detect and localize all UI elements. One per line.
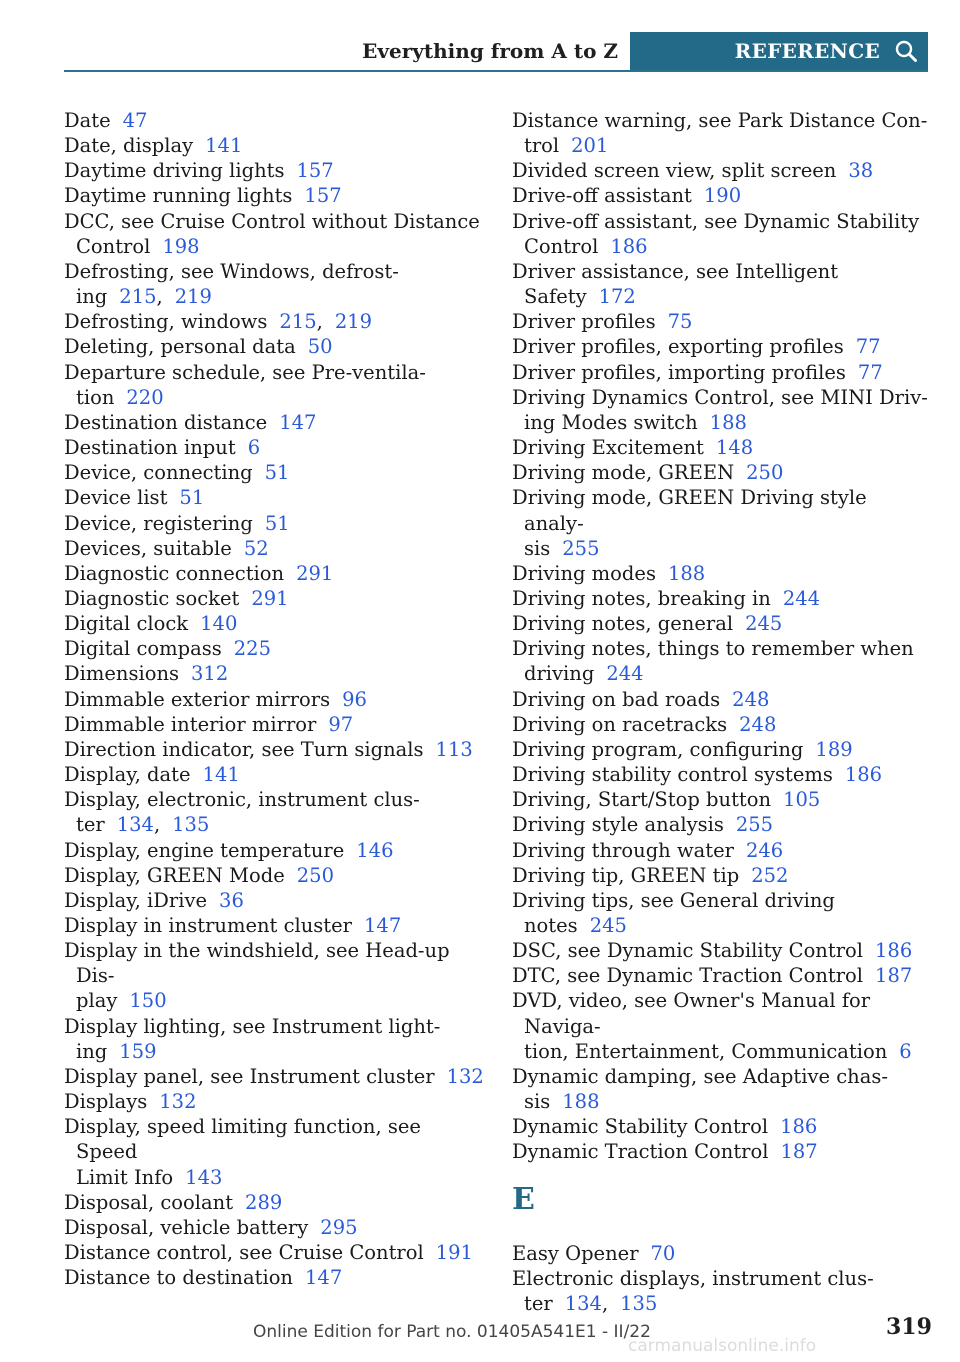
index-term: Control: [524, 234, 599, 258]
index-entry: [512, 636, 932, 686]
index-entry: [512, 209, 932, 259]
index-term: Driving on racetracks: [512, 712, 728, 736]
index-term: Driving style analysis: [512, 813, 724, 837]
page-reference-link[interactable]: 52: [243, 536, 269, 560]
page-reference-link[interactable]: 135: [620, 1291, 658, 1315]
index-term: Defrosting, windows: [64, 310, 268, 334]
page-reference-link[interactable]: 312: [191, 662, 229, 686]
page-reference-link[interactable]: 159: [119, 1039, 157, 1063]
page-reference-link[interactable]: 172: [598, 285, 636, 309]
index-entry: [512, 183, 932, 208]
index-term: Digital compass: [64, 637, 222, 661]
page-ref-separator: ,: [153, 813, 161, 837]
index-term: Dynamic Traction Control: [512, 1140, 769, 1164]
page-reference-link[interactable]: 134: [116, 813, 154, 837]
page-reference-link[interactable]: 132: [446, 1064, 484, 1088]
page-reference-link[interactable]: 77: [855, 335, 881, 359]
page-reference-link[interactable]: 51: [264, 461, 290, 485]
index-entry: [64, 561, 484, 586]
index-term: Destination distance: [64, 410, 268, 434]
page-reference-link[interactable]: 244: [782, 586, 821, 610]
index-term: Digital clock: [64, 612, 189, 636]
index-term: Drive-off assistant, see Dynamic Stability: [512, 209, 920, 233]
index-term: Diagnostic socket: [64, 586, 240, 610]
index-entry: [64, 360, 484, 410]
page-reference-link[interactable]: 47: [122, 109, 148, 132]
page-reference-link[interactable]: 250: [746, 461, 784, 485]
index-term: ter: [76, 813, 105, 837]
index-term: Driving modes: [512, 561, 656, 585]
index-term: Divided screen view, split screen: [512, 159, 837, 183]
index-term: Dynamic Stability Control: [512, 1115, 769, 1139]
page-reference-link[interactable]: 77: [857, 360, 883, 384]
index-term: Diagnostic connection: [64, 561, 285, 585]
index-term: tion: [76, 385, 115, 409]
index-term: Direction indicator, see Turn signals: [64, 737, 424, 761]
reference-tab[interactable]: [630, 32, 928, 70]
page-reference-link[interactable]: 186: [875, 939, 913, 963]
page-reference-link[interactable]: 248: [739, 712, 777, 736]
reference-tab-label: REFERENCE: [734, 39, 880, 63]
index-term: Limit Info: [76, 1165, 174, 1189]
index-entry: [64, 1265, 484, 1290]
index-entry: [512, 108, 932, 158]
index-term: Driver profiles, exporting profiles: [512, 335, 844, 359]
index-term: Deleting, personal data: [64, 335, 296, 359]
page-reference-link[interactable]: 291: [296, 561, 334, 585]
index-term: Dimensions: [64, 662, 180, 686]
index-term: Display, date: [64, 763, 191, 787]
index-entry: [512, 963, 932, 988]
page-reference-link[interactable]: 147: [364, 914, 402, 937]
page-reference-link[interactable]: 105: [783, 788, 821, 812]
index-entry: [512, 611, 932, 636]
index-term: Departure schedule, see Pre-ventila-: [64, 360, 426, 384]
index-term: Distance to destination: [64, 1266, 293, 1290]
page-reference-link[interactable]: 6: [899, 1039, 912, 1063]
index-entry: [64, 460, 484, 485]
index-term: Display lighting, see Instrument light-: [64, 1014, 441, 1038]
index-entry: [512, 737, 932, 762]
index-term: DCC, see Cruise Control without Distance: [64, 209, 480, 233]
index-entry: [512, 1114, 932, 1139]
page-reference-link[interactable]: 250: [296, 863, 334, 887]
index-entry: [512, 812, 932, 837]
page-reference-link[interactable]: 189: [815, 737, 853, 761]
index-entry: [64, 762, 484, 787]
index-term: Display, iDrive: [64, 888, 208, 912]
index-entry: [64, 1064, 484, 1089]
page-reference-link[interactable]: 245: [745, 612, 783, 636]
index-term: Daytime running lights: [64, 184, 293, 208]
page-number: 319: [886, 1314, 932, 1340]
index-term: Disposal, coolant: [64, 1190, 234, 1214]
index-entry: [64, 636, 484, 661]
index-entry: [512, 435, 932, 460]
index-term: Driving notes, breaking in: [512, 586, 771, 610]
index-term: Distance warning, see Park Distance Con-: [512, 109, 928, 132]
index-term: DVD, video, see Owner's Manual for Naviga-: [512, 989, 871, 1038]
index-term: Device, connecting: [64, 461, 253, 485]
index-term: Driving mode, GREEN: [512, 461, 735, 485]
index-term: Driving Excitement: [512, 436, 704, 460]
page-header: [64, 32, 928, 72]
index-term: ing: [76, 1039, 108, 1063]
index-term: Display, electronic, instrument clus-: [64, 788, 420, 812]
index-entry: [64, 661, 484, 686]
page-reference-link[interactable]: 255: [735, 813, 774, 837]
index-entry: [512, 485, 932, 560]
page-reference-link[interactable]: 198: [162, 234, 200, 258]
index-entry: [64, 1114, 484, 1189]
page-reference-link[interactable]: 51: [179, 486, 205, 510]
index-term: Device, registering: [64, 511, 253, 535]
index-entry: [512, 259, 932, 309]
index-term: driving: [524, 662, 595, 686]
index-term: Display, speed limiting function, see Speed: [64, 1115, 421, 1164]
index-term: Driving Dynamics Control, see MINI Driv-: [512, 385, 928, 409]
page-reference-link[interactable]: 186: [610, 234, 648, 258]
index-entry: [64, 913, 484, 938]
index-term: Distance control, see Cruise Control: [64, 1241, 424, 1265]
page-reference-link[interactable]: 146: [356, 838, 394, 862]
page-reference-link[interactable]: 225: [233, 637, 271, 661]
index-entry: [512, 712, 932, 737]
page-reference-link[interactable]: 75: [667, 310, 693, 334]
index-entry: [512, 1241, 932, 1266]
index-term: Electronic displays, instrument clus-: [512, 1266, 874, 1290]
index-term: Driving program, configuring: [512, 737, 804, 761]
index-term: Drive-off assistant: [512, 184, 692, 208]
index-entry: [64, 1215, 484, 1240]
index-term: Dimmable interior mirror: [64, 712, 317, 736]
index-term: play: [76, 989, 118, 1013]
page-reference-link[interactable]: 70: [650, 1241, 676, 1265]
index-term: Display panel, see Instrument cluster: [64, 1064, 435, 1088]
page-reference-link[interactable]: 141: [202, 763, 240, 787]
index-entry: [512, 586, 932, 611]
page-reference-link[interactable]: 157: [304, 184, 342, 208]
page-reference-link[interactable]: 134: [564, 1291, 602, 1315]
index-entry: [64, 586, 484, 611]
index-term: Display in instrument cluster: [64, 914, 352, 937]
index-term: Destination input: [64, 436, 236, 460]
index-term: Daytime driving lights: [64, 159, 285, 183]
page-reference-link[interactable]: 50: [307, 335, 333, 359]
page-reference-link[interactable]: 188: [562, 1090, 600, 1114]
index-term: Date, display: [64, 134, 194, 158]
page-reference-link[interactable]: 201: [571, 134, 609, 158]
index-term: Displays: [64, 1090, 148, 1114]
page-reference-link[interactable]: 140: [200, 612, 238, 636]
page-ref-separator: ,: [601, 1291, 609, 1315]
page-reference-link[interactable]: 51: [264, 511, 290, 535]
page-reference-link[interactable]: 188: [667, 561, 706, 585]
index-entry: [64, 687, 484, 712]
index-entry: [512, 787, 932, 812]
search-icon[interactable]: [894, 39, 918, 63]
page-reference-link[interactable]: 6: [247, 436, 261, 460]
index-entry: [512, 938, 932, 963]
index-term: ing Modes switch: [524, 410, 698, 434]
index-entry: [64, 1240, 484, 1265]
page-reference-link[interactable]: 220: [126, 385, 164, 409]
index-term: Driving notes, things to remember when: [512, 637, 914, 661]
index-entry: [512, 888, 932, 938]
index-term: ter: [524, 1291, 553, 1315]
index-entry: [64, 334, 484, 359]
page-reference-link[interactable]: 113: [435, 737, 473, 761]
index-entry: [64, 309, 484, 334]
index-term: Driving notes, general: [512, 612, 734, 636]
index-column-left: [64, 108, 484, 1290]
page-reference-link[interactable]: 219: [334, 310, 373, 334]
page-reference-link[interactable]: 215: [119, 285, 157, 309]
index-entry: [64, 410, 484, 435]
index-term: Defrosting, see Windows, defrost-: [64, 259, 399, 283]
index-entry: [512, 385, 932, 435]
index-entry: [64, 611, 484, 636]
index-term: Disposal, vehicle battery: [64, 1215, 309, 1239]
page-reference-link[interactable]: 148: [715, 436, 754, 460]
index-term: Driving tips, see General driving: [512, 888, 835, 912]
index-entry: [512, 762, 932, 787]
page-reference-link[interactable]: 190: [703, 184, 742, 208]
index-term: DTC, see Dynamic Traction Control: [512, 964, 864, 988]
index-entry: [512, 334, 932, 359]
index-term: Driver assistance, see Intelligent: [512, 259, 839, 283]
page-ref-separator: ,: [316, 310, 323, 334]
index-term: sis: [524, 536, 551, 560]
page-reference-link[interactable]: 38: [848, 159, 874, 183]
index-term: Device list: [64, 486, 168, 510]
index-term: Dynamic damping, see Adaptive chas-: [512, 1064, 888, 1088]
index-term: Safety: [524, 285, 587, 309]
index-entry: [64, 511, 484, 536]
index-entry: [512, 863, 932, 888]
page-reference-link[interactable]: 132: [159, 1090, 197, 1114]
index-column-right: [512, 108, 932, 1316]
index-entry: [512, 360, 932, 385]
index-entry: [512, 561, 932, 586]
index-term: Display in the windshield, see Head-up Dis-: [64, 939, 450, 988]
index-entry: [512, 1139, 932, 1164]
page-reference-link[interactable]: 252: [751, 863, 789, 887]
index-term: Driving on bad roads: [512, 687, 721, 711]
index-entry: [512, 988, 932, 1063]
index-term: Driving through water: [512, 838, 734, 862]
index-term: Driving mode, GREEN Driving style analy-: [512, 486, 867, 535]
index-term: Driving, Start/Stop button: [512, 788, 772, 812]
page-reference-link[interactable]: 143: [185, 1165, 223, 1189]
index-entry: [512, 158, 932, 183]
page-reference-link[interactable]: 191: [435, 1241, 473, 1265]
index-term: Control: [76, 234, 151, 258]
index-entry: [64, 787, 484, 837]
index-entry: [64, 158, 484, 183]
index-term: Driver profiles: [512, 310, 656, 334]
index-entry: [512, 838, 932, 863]
index-term: Driving stability control systems: [512, 763, 833, 787]
index-term: Display, engine temperature: [64, 838, 345, 862]
page-reference-link[interactable]: 96: [342, 687, 367, 711]
index-entry: [64, 1089, 484, 1114]
index-entry: [64, 863, 484, 888]
page-reference-link[interactable]: 289: [245, 1190, 283, 1214]
index-entry: [64, 536, 484, 561]
index-entry: [64, 838, 484, 863]
index-term: DSC, see Dynamic Stability Control: [512, 939, 863, 963]
page-reference-link[interactable]: 147: [305, 1266, 343, 1290]
page-reference-link[interactable]: 219: [174, 285, 212, 309]
index-term: Dimmable exterior mirrors: [64, 687, 331, 711]
page-reference-link[interactable]: 97: [328, 712, 354, 736]
index-term: Driving tip, GREEN tip: [512, 863, 740, 887]
page-reference-link[interactable]: 255: [562, 536, 600, 560]
index-entry: [64, 209, 484, 259]
index-term: Driver profiles, importing profiles: [512, 360, 846, 384]
index-entry: [64, 259, 484, 309]
index-entry: [512, 1064, 932, 1114]
index-term: Easy Opener: [512, 1241, 639, 1265]
index-term: Display, GREEN Mode: [64, 863, 285, 887]
page-reference-link[interactable]: 215: [279, 310, 317, 334]
page-reference-link[interactable]: 246: [745, 838, 784, 862]
index-term: ing: [76, 285, 108, 309]
page-reference-link[interactable]: 187: [780, 1140, 818, 1164]
section-letter-e: E: [512, 1181, 535, 1217]
page-reference-link[interactable]: 291: [251, 586, 289, 610]
index-term: trol: [524, 134, 560, 158]
index-entry: [512, 1266, 932, 1316]
index-term: tion, Entertainment, Communication: [524, 1039, 888, 1063]
index-entry: [64, 133, 484, 158]
page-reference-link[interactable]: 186: [780, 1115, 818, 1139]
index-entry: [64, 737, 484, 762]
footer-edition: Online Edition for Part no. 01405A541E1 - II/22: [253, 1322, 651, 1342]
section-title: Everything from A to Z: [362, 39, 618, 63]
page-reference-link[interactable]: 150: [129, 989, 167, 1013]
index-term: Devices, suitable: [64, 536, 232, 560]
page-reference-link[interactable]: 157: [296, 159, 334, 183]
index-entry: [64, 1014, 484, 1064]
index-entry: [512, 309, 932, 334]
index-entry: [512, 687, 932, 712]
page-reference-link[interactable]: 248: [732, 687, 770, 711]
index-entry: [64, 108, 484, 133]
page-reference-link[interactable]: 135: [172, 813, 210, 837]
page-reference-link[interactable]: 188: [709, 410, 747, 434]
page-reference-link[interactable]: 36: [219, 888, 244, 912]
watermark: carmanualsonline.info: [628, 1336, 817, 1356]
page-reference-link[interactable]: 187: [875, 964, 913, 988]
page-reference-link[interactable]: 244: [606, 662, 644, 686]
index-entry: [512, 460, 932, 485]
index-term: Date: [64, 109, 111, 132]
index-term: sis: [524, 1090, 551, 1114]
page-reference-link[interactable]: 186: [844, 763, 883, 787]
page-reference-link[interactable]: 295: [320, 1215, 358, 1239]
index-term: notes: [524, 914, 578, 937]
index-entry: [64, 183, 484, 208]
index-entry: [64, 712, 484, 737]
page-reference-link[interactable]: 141: [205, 134, 243, 158]
page-reference-link[interactable]: 147: [279, 410, 317, 434]
index-entry: [64, 435, 484, 460]
page-reference-link[interactable]: 245: [589, 914, 627, 937]
index-entry: [64, 485, 484, 510]
index-entry: [64, 1190, 484, 1215]
index-entry: [64, 888, 484, 913]
page-ref-separator: ,: [156, 285, 163, 309]
index-entry: [64, 938, 484, 1013]
